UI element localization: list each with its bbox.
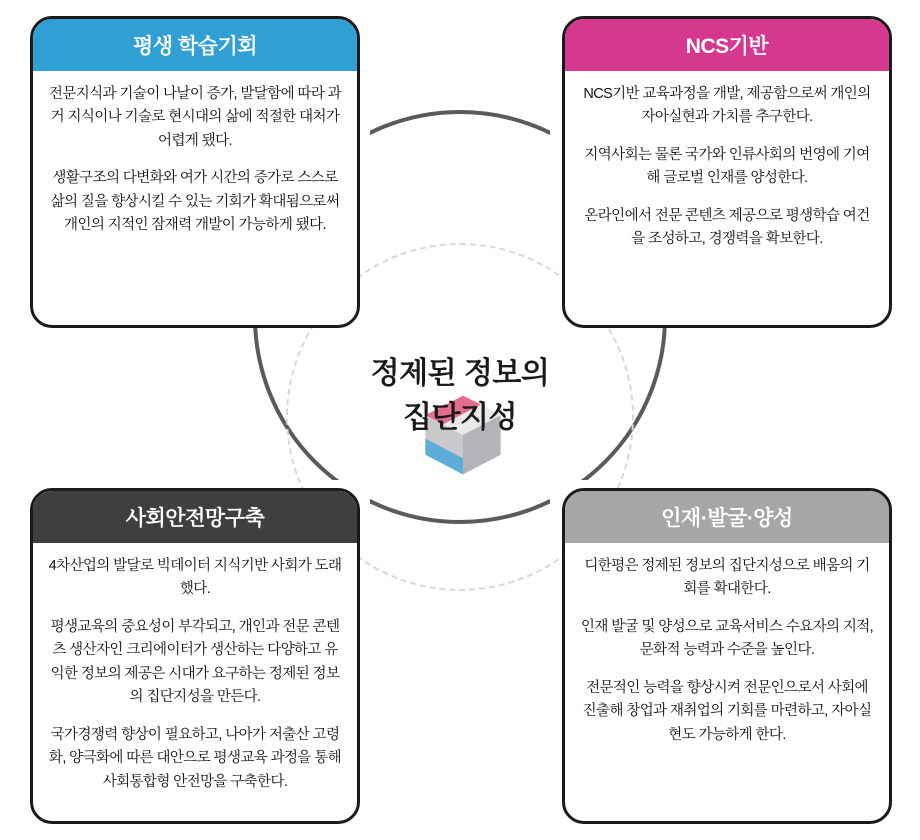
- card-top-left[interactable]: [30, 16, 360, 328]
- card-top-right-title: NCS기반: [565, 19, 889, 71]
- card-paragraph: 평생교육의 중요성이 부각되고, 개인과 전문 콘텐츠 생산자인 크리에이터가 생산하는 다양하고 유익한 정보의 제공은 시대가 요구하는 정제된 정보의 집단지성을 만든다.: [50, 618, 340, 706]
- center-title: [300, 352, 620, 439]
- card-top-left-title: 평생 학습기회: [33, 19, 357, 71]
- card-bottom-left-body: [33, 543, 357, 808]
- center-title-line2: 집단지성: [403, 400, 517, 434]
- card-top-right-body: [565, 71, 889, 266]
- card-bottom-right-body: [565, 543, 889, 761]
- card-top-right[interactable]: [562, 16, 892, 328]
- card-paragraph: 전문적인 능력을 향상시켜 전문인으로서 사회에 진출해 창업과 재취업의 기회를 마련하고, 자아실현도 가능하게 한다.: [582, 679, 872, 743]
- card-bottom-left-title: 사회안전망구축: [33, 491, 357, 543]
- card-bottom-right[interactable]: [562, 488, 892, 824]
- card-bottom-left[interactable]: [30, 488, 360, 824]
- card-bottom-right-title: 인재·발굴·양성: [565, 491, 889, 543]
- card-paragraph: 4차산업의 발달로 빅데이터 지식기반 사회가 도래했다.: [48, 558, 342, 598]
- card-top-left-body: [33, 71, 357, 252]
- card-paragraph: NCS기반 교육과정을 개발, 제공함으로써 개인의 자아실현과 가치를 추구한다.: [583, 86, 871, 126]
- center-title-line1: 정제된 정보의: [370, 357, 550, 390]
- card-paragraph: 인재 발굴 및 양성으로 교육서비스 수요자의 지적, 문화적 능력과 수준을 높인다.: [580, 618, 874, 659]
- card-paragraph: 전문지식과 기술이 나날이 증가, 발달함에 따라 과거 지식이나 기술로 현시대의 삶에 적절한 대처가 어렵게 됐다.: [48, 86, 342, 149]
- card-paragraph: 국가경쟁력 향상이 필요하고, 나아가 저출산 고령화, 양극화에 따른 대안으로 평생교육 과정을 통해 사회통합형 안전망을 구축한다.: [48, 726, 342, 790]
- card-paragraph: 온라인에서 전문 콘텐츠 제공으로 평생학습 여건을 조성하고, 경쟁력을 확보한다.: [584, 207, 870, 248]
- card-paragraph: 생활구조의 다변화와 여가 시간의 증가로 스스로 삶의 질을 향상시킬 수 있는 기회가 확대됨으로써 개인의 지적인 잠재력 개발이 가능하게 됐다.: [50, 170, 340, 234]
- card-paragraph: 지역사회는 물론 국가와 인류사회의 번영에 기여해 글로벌 인재를 양성한다.: [584, 146, 870, 187]
- card-paragraph: 디한평은 정제된 정보의 집단지성으로 배움의 기회를 확대한다.: [584, 558, 870, 598]
